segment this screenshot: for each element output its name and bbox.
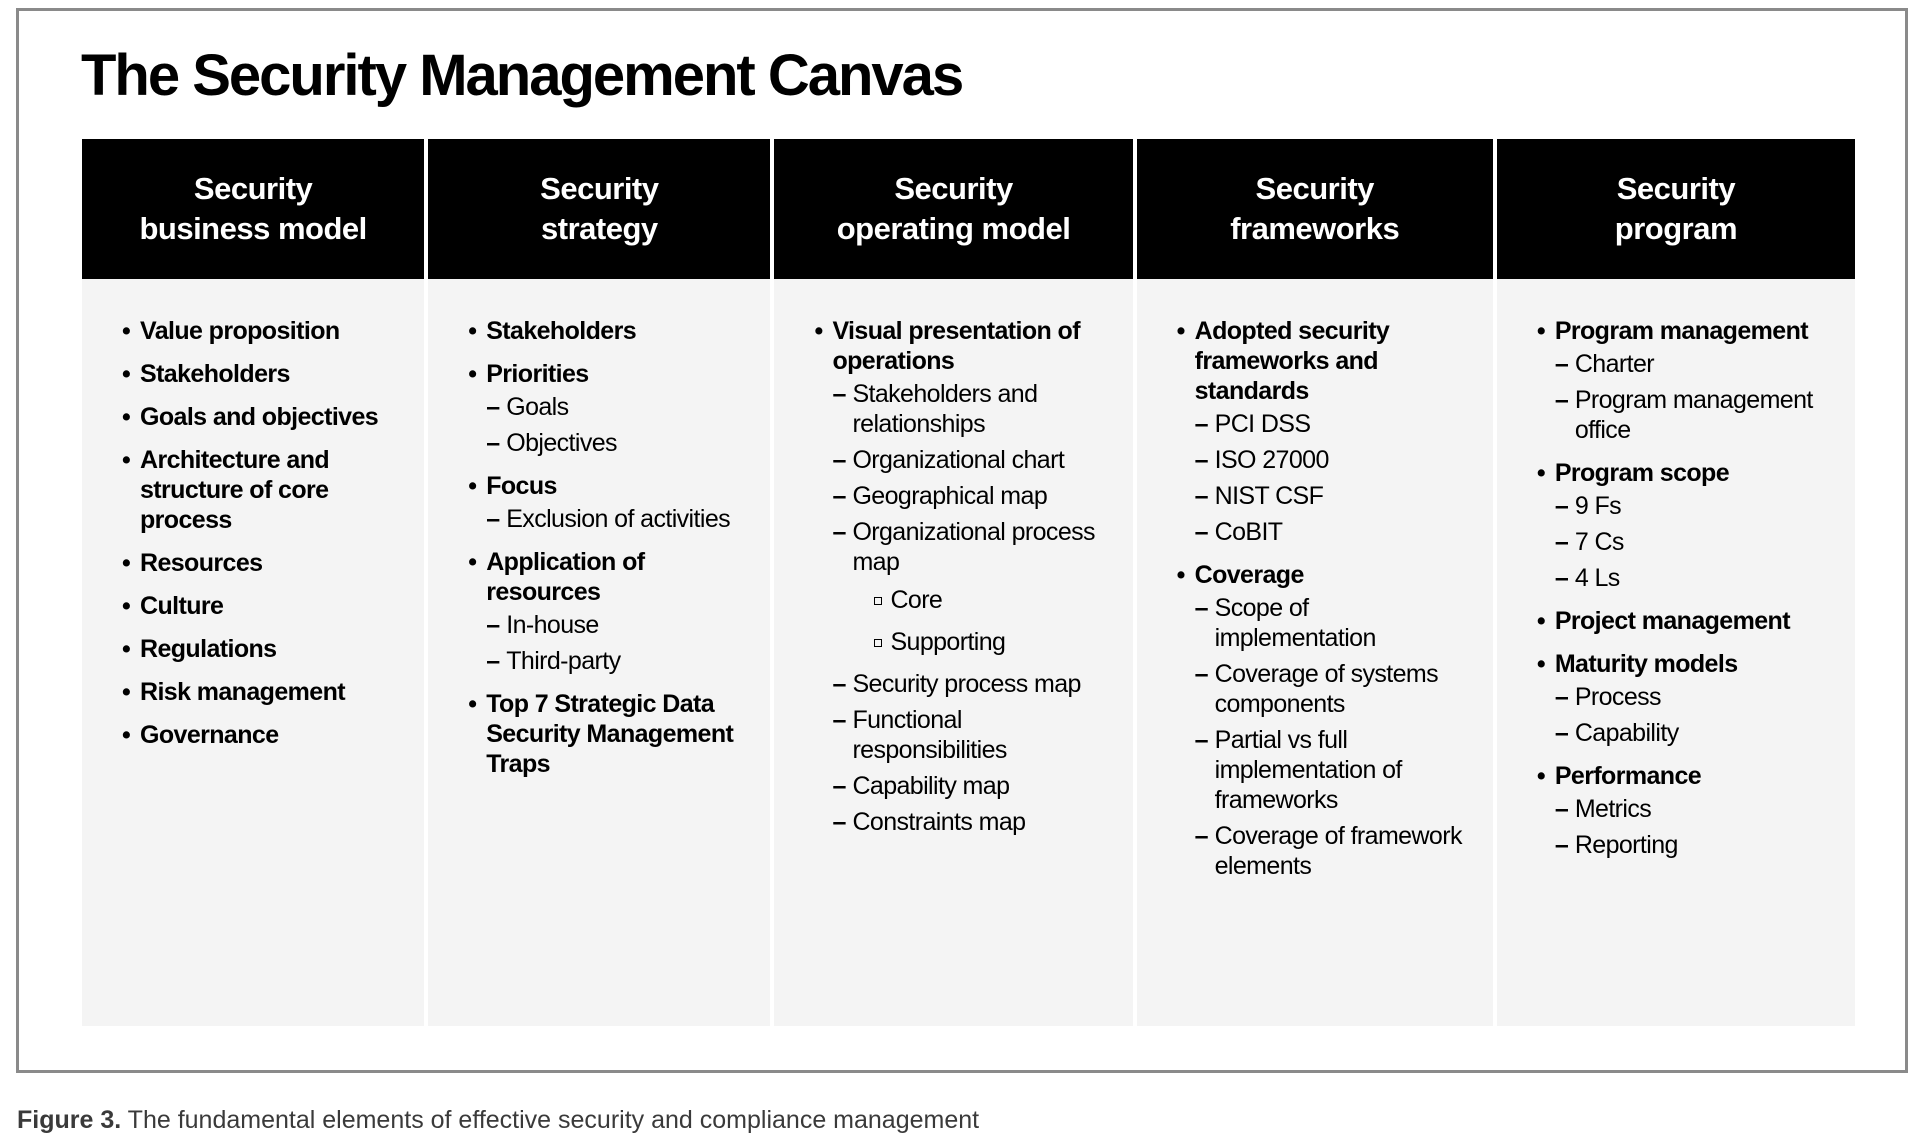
column-header: Security business model [82,139,424,279]
column-operating-model [774,139,1132,1026]
item-label: • Visual presentation of operations [832,317,1080,375]
sub-sub-item-label: Core [890,586,943,614]
list-item [122,634,406,664]
list-item [1537,761,1837,860]
item-label: • Coverage [1194,561,1304,589]
sub-item-list [1555,794,1837,860]
list-item [468,471,752,534]
sub-item-label: – Goals [506,393,569,421]
item-label: • Maturity models [1554,650,1738,678]
item-label: • Stakeholders [140,360,290,388]
sub-item-list [1555,349,1837,445]
list-item [122,445,406,535]
sub-item-label: – Partial vs full implementation of frameworks [1214,726,1402,814]
item-list [122,316,406,750]
list-item [468,689,752,779]
sub-item [832,705,1114,765]
sub-item-label: – Process [1574,683,1661,711]
item-label: • Adopted security frameworks and standards [1194,317,1390,405]
sub-item [1195,725,1475,815]
sub-item [486,392,752,422]
sub-item-label: – Metrics [1574,795,1652,823]
sub-item-label: – Security process map [852,670,1081,698]
column-header: Security strategy [428,139,770,279]
sub-item-label: – Organizational process map [852,518,1095,576]
sub-item-label: – Coverage of systems components [1214,660,1439,718]
page-title: The Security Management Canvas [81,43,963,108]
sub-item [486,646,752,676]
item-label: • Program management [1554,317,1808,345]
item-label: • Architecture and structure of core process [140,446,330,534]
sub-item [486,610,752,640]
sub-item-label: – Program management office [1574,386,1813,444]
sub-sub-item [852,585,1114,615]
list-item [814,316,1114,837]
figure-caption [17,1105,979,1135]
caption-label: Figure 3. [17,1106,122,1134]
sub-item-label: – 7 Cs [1574,528,1624,556]
sub-item [832,669,1114,699]
sub-item-label: – 4 Ls [1574,564,1620,592]
sub-item-list [1555,682,1837,748]
column-program [1497,139,1855,1026]
list-item [1177,316,1475,547]
list-item [122,591,406,621]
sub-item-label: – Third-party [506,647,621,675]
item-label: • Stakeholders [486,317,637,345]
list-item [122,359,406,389]
item-list [468,316,752,779]
column-body [428,279,770,1026]
security-canvas [82,139,1855,1026]
item-label: • Goals and objectives [140,403,379,431]
list-item [122,720,406,750]
sub-item [1195,409,1475,439]
sub-sub-item-list [852,585,1114,657]
list-item [1537,649,1837,748]
item-label: • Application of resources [486,548,645,606]
item-label: • Value proposition [140,317,340,345]
sub-item [832,771,1114,801]
sub-item [1195,481,1475,511]
item-label: • Resources [140,549,263,577]
sub-item-label: – Charter [1574,350,1654,378]
item-label: • Top 7 Strategic Data Security Management Traps [486,690,734,778]
item-label: • Project management [1554,607,1790,635]
item-label: • Regulations [140,635,277,663]
column-body [1497,279,1855,1026]
list-item [122,548,406,578]
sub-item [486,428,752,458]
sub-item-label: – Stakeholders and relationships [852,380,1038,438]
item-label: • Performance [1554,762,1702,790]
sub-item [832,445,1114,475]
sub-sub-item [852,627,1114,657]
item-label: • Culture [140,592,224,620]
sub-item [1195,517,1475,547]
column-header: Security operating model [774,139,1132,279]
sub-item-label: – Organizational chart [852,446,1065,474]
column-body [774,279,1132,1026]
item-label: • Program scope [1554,459,1730,487]
sub-item-label: – PCI DSS [1214,410,1311,438]
list-item [1537,316,1837,445]
sub-item [1555,718,1837,748]
item-label: • Priorities [486,360,589,388]
list-item [468,547,752,676]
sub-item [1555,527,1837,557]
sub-item-list [832,379,1114,837]
sub-item-label: – Reporting [1574,831,1678,859]
item-label: • Focus [486,472,557,500]
sub-item [1555,491,1837,521]
sub-item-label: – Constraints map [852,808,1026,836]
list-item [122,402,406,432]
sub-item-label: – Functional responsibilities [852,706,1007,764]
sub-item-label: – Capability map [852,772,1010,800]
item-label: • Risk management [140,678,345,706]
list-item [122,316,406,346]
sub-item [1195,659,1475,719]
list-item [468,316,752,346]
sub-item-list [1195,409,1475,547]
column-strategy [428,139,770,1026]
column-frameworks [1137,139,1493,1026]
list-item [1177,560,1475,881]
sub-item-label: – Exclusion of activities [506,505,731,533]
sub-item-list [1195,593,1475,881]
sub-item-list [486,504,752,534]
sub-item [486,504,752,534]
sub-item [1555,385,1837,445]
caption-text: The fundamental elements of effective security and compliance management [121,1106,980,1134]
sub-item [832,517,1114,657]
item-list [1177,316,1475,881]
sub-item-label: – NIST CSF [1214,482,1324,510]
sub-item-list [1555,491,1837,593]
sub-item [1555,794,1837,824]
column-header: Security program [1497,139,1855,279]
sub-item-label: – 9 Fs [1574,492,1622,520]
column-business-model [82,139,424,1026]
sub-item [832,807,1114,837]
item-list [1537,316,1837,860]
sub-item [1555,349,1837,379]
sub-item [1555,682,1837,712]
figure-frame [16,8,1908,1073]
sub-item [832,379,1114,439]
sub-item-list [486,392,752,458]
sub-item [1195,821,1475,881]
sub-item-label: – Scope of implementation [1214,594,1376,652]
list-item [1537,458,1837,593]
column-body [1137,279,1493,1026]
list-item [1537,606,1837,636]
column-body [82,279,424,1026]
sub-item [1195,593,1475,653]
sub-sub-item-label: Supporting [890,628,1006,656]
sub-item-label: – ISO 27000 [1214,446,1329,474]
sub-item-label: – Coverage of framework elements [1214,822,1462,880]
sub-item-label: – Objectives [506,429,617,457]
list-item [122,677,406,707]
sub-item-label: – CoBIT [1214,518,1283,546]
sub-item-label: – In-house [506,611,599,639]
column-header: Security frameworks [1137,139,1493,279]
item-list [814,316,1114,837]
sub-item [1195,445,1475,475]
sub-item-label: – Geographical map [852,482,1048,510]
item-label: • Governance [140,721,279,749]
sub-item-label: – Capability [1574,719,1679,747]
sub-item [1555,830,1837,860]
list-item [468,359,752,458]
sub-item [1555,563,1837,593]
sub-item [832,481,1114,511]
sub-item-list [486,610,752,676]
